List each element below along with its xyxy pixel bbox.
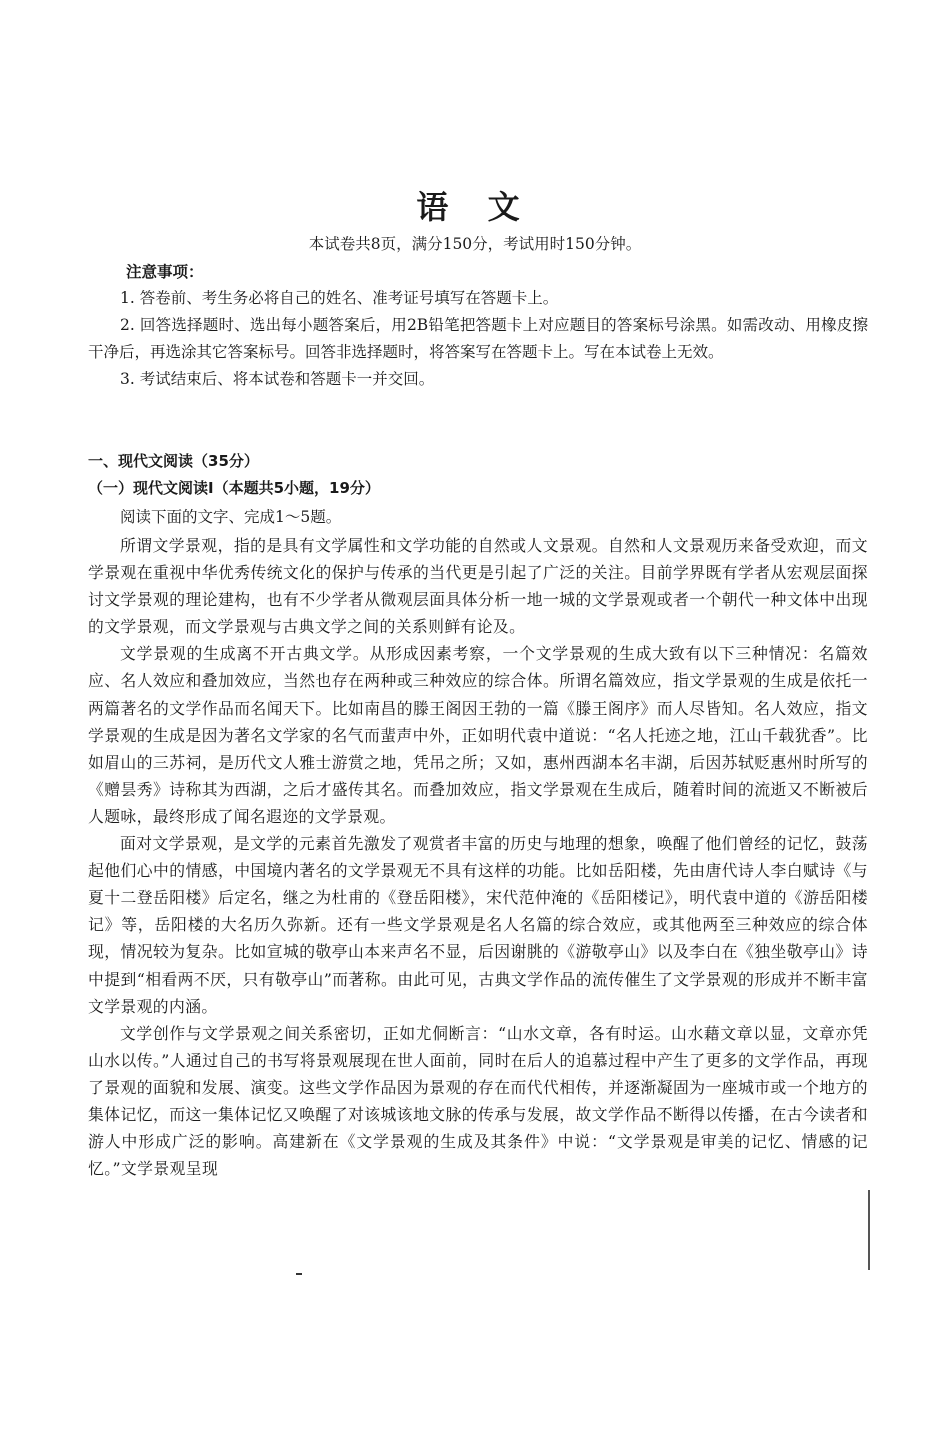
passage-paragraph: 文学景观的生成离不开古典文学。从形成因素考察，一个文学景观的生成大致有以下三种情况：名篇效应、名人效应和叠加效应，当然也存在两种或三种效应的综合体。所谓名篇效应，指文学景观的生成是依托一两篇著名的文学作品而名闻天下。比如南昌的滕王阁因王勃的一篇《滕王阁序》而人尽皆知。名人效应，指文学景观的生成是因为著名文学家的名气而蜚声中外，正如明代袁中道说：“名人托迹之地，江山千载犹香”。比如眉山的三苏祠，是历代文人雅士游赏之地，凭吊之所；又如，惠州西湖本名丰湖，后因苏轼贬惠州时所写的《赠昙秀》诗称其为西湖，之后才盛传其名。而叠加效应，指文学景观在生成后，随着时间的流逝又不断被后人题咏，最终形成了闻名遐迩的文学景观。 bbox=[88, 644, 868, 826]
scan-dash-mark bbox=[296, 1273, 302, 1275]
notice-heading: 注意事项： bbox=[126, 262, 204, 281]
reading-passage bbox=[88, 532, 868, 1182]
scan-edge-mark bbox=[868, 1190, 870, 1270]
page-title: 语 文 bbox=[416, 188, 534, 226]
subsection-title: （一）现代文阅读Ⅰ（本题共5小题，19分） bbox=[88, 479, 380, 497]
notice-item: 3. 考试结束后、将本试卷和答题卡一并交回。 bbox=[120, 370, 435, 388]
exam-info-line: 本试卷共8页，满分150分，考试用时150分钟。 bbox=[308, 235, 642, 253]
reading-instruction: 阅读下面的文字、完成1～5题。 bbox=[120, 508, 342, 526]
passage-paragraph: 文学创作与文学景观之间关系密切，正如尤侗断言：“山水文章，各有时运。山水藉文章以显，文章亦凭山水以传。”人通过自己的书写将景观展现在世人面前，同时在后人的追慕过程中产生了更多的文学作品，再现了景观的面貌和发展、演变。这些文学作品因为景观的存在而代代相传，并逐渐凝固为一座城市或一个地方的集体记忆，而这一集体记忆又唤醒了对该城该地文脉的传承与发展，故文学作品不断得以传播，在古今读者和游人中形成广泛的影响。高建新在《文学景观的生成及其条件》中说：“文学景观是审美的记忆、情感的记忆。”文学景观呈现 bbox=[88, 1023, 868, 1179]
passage-paragraph: 面对文学景观，是文学的元素首先激发了观赏者丰富的历史与地理的想象，唤醒了他们曾经的记忆，鼓荡起他们心中的情感，中国境内著名的文学景观无不具有这样的功能。比如岳阳楼，先由唐代诗人李白赋诗《与夏十二登岳阳楼》后定名，继之为杜甫的《登岳阳楼》，宋代范仲淹的《岳阳楼记》，明代袁中道的《游岳阳楼记》等，岳阳楼的大名历久弥新。还有一些文学景观是名人名篇的综合效应，或其他两至三种效应的综合体现，情况较为复杂。比如宣城的敬亭山本来声名不显，后因谢朓的《游敬亭山》以及李白在《独坐敬亭山》诗中提到“相看两不厌，只有敬亭山”而著称。由此可见，古典文学作品的流传催生了文学景观的形成并不断丰富文学景观的内涵。 bbox=[88, 834, 868, 1016]
notice-item: 2. 回答选择题时、选出每小题答案后，用2B铅笔把答题卡上对应题目的答案标号涂黑。如需改动、用橡皮擦干净后，再选涂其它答案标号。回答非选择题时，将答案写在答题卡上。写在本试卷上无效。 bbox=[88, 316, 868, 361]
passage-paragraph: 所谓文学景观，指的是具有文学属性和文学功能的自然或人文景观。自然和人文景观历来备受欢迎，而文学景观在重视中华优秀传统文化的保护与传承的当代更是引起了广泛的关注。目前学界既有学者从宏观层面探讨文学景观的理论建构，也有不少学者从微观层面具体分析一地一城的文学景观或者一个朝代一种文体中出现的文学景观，而文学景观与古典文学之间的关系则鲜有论及。 bbox=[88, 536, 868, 637]
notice-item: 1. 答卷前、考生务必将自己的姓名、准考证号填写在答题卡上。 bbox=[120, 289, 559, 307]
section-title: 一、现代文阅读（35分） bbox=[88, 452, 259, 470]
notice-list bbox=[88, 285, 868, 393]
